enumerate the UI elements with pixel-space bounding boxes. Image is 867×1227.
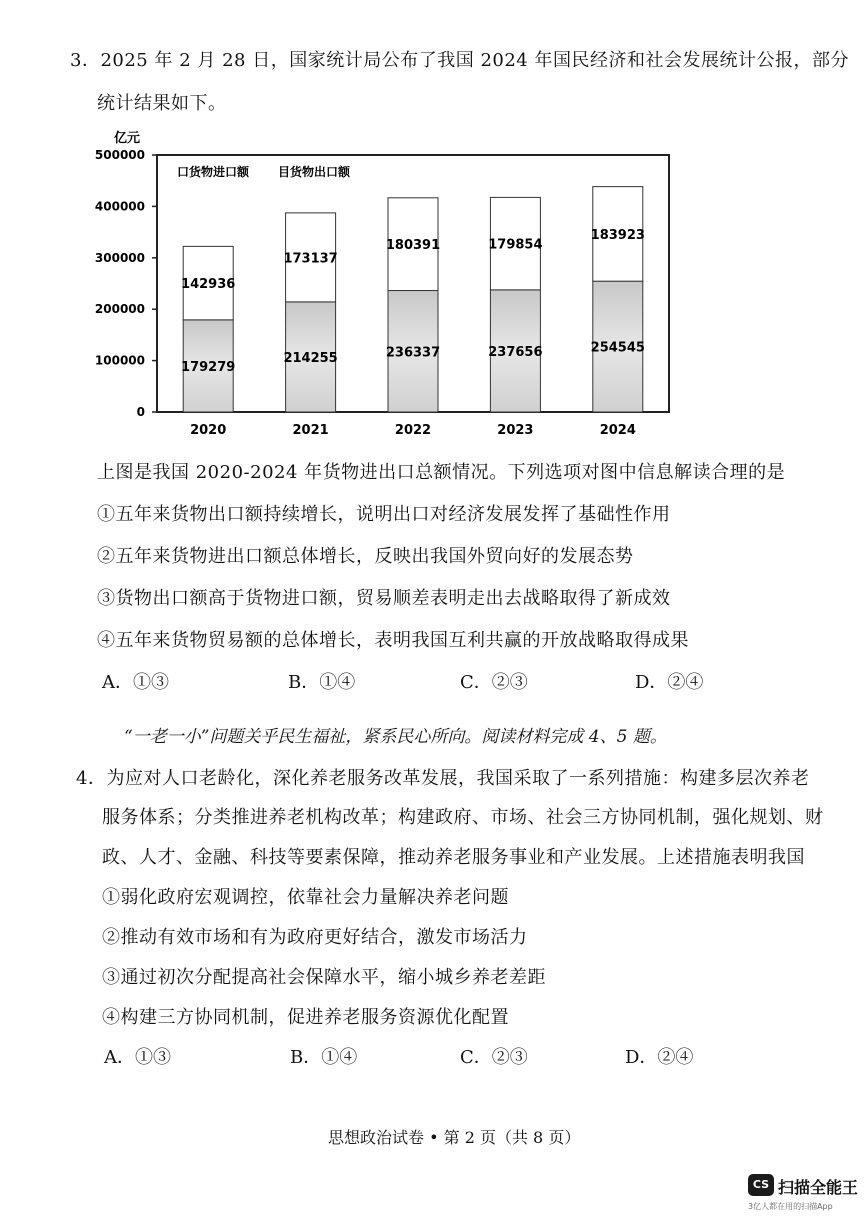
y-tick-label: 100000 (94, 353, 145, 368)
q3-item-4: ④五年来货物贸易额的总体增长，表明我国互利共赢的开放战略取得成果 (97, 630, 689, 651)
scanner-app-name: 扫描全能王 (778, 1178, 859, 1197)
data-label-import: 173137 (283, 251, 338, 267)
x-tick-label: 2024 (599, 423, 636, 438)
q4-item-4: ④构建三方协同机制，促进养老服务资源优化配置 (102, 1007, 509, 1028)
q4-option-b[interactable]: B．①④ (290, 1047, 358, 1068)
scanner-tagline: 3亿人都在用的扫描App (748, 1202, 833, 1211)
q3-option-d[interactable]: D．②④ (635, 672, 704, 693)
q4-stem-line2: 服务体系；分类推进养老机构改革；构建政府、市场、社会三方协同机制，强化规划、财 (102, 807, 824, 828)
data-label-import: 183923 (590, 227, 645, 243)
q4-5-intro: “一老一小”问题关乎民生福祉，紧系民心所向。阅读材料完成 4、5 题。 (124, 727, 667, 747)
data-label-import: 179854 (488, 237, 543, 253)
legend-export: 目货物出口额 (278, 165, 351, 179)
data-label-export: 254545 (590, 340, 645, 356)
data-label-export: 237656 (488, 344, 543, 360)
q4-stem-line1: 4．为应对人口老龄化，深化养老服务改革发展，我国采取了一系列措施：构建多层次养老 (76, 768, 810, 789)
q3-option-c[interactable]: C．②③ (460, 672, 528, 693)
q4-option-c[interactable]: C．②③ (460, 1047, 528, 1068)
scanner-watermark (748, 1174, 858, 1220)
data-label-export: 236337 (385, 345, 441, 361)
y-tick-label: 0 (136, 405, 145, 419)
q3-stem-line2: 统计结果如下。 (97, 93, 227, 114)
q3-option-b[interactable]: B．①④ (288, 672, 356, 693)
scanner-logo-icon: CS (748, 1174, 774, 1196)
y-tick-label: 200000 (94, 302, 145, 317)
q3-question: 上图是我国 2020-2024 年货物进出口总额情况。下列选项对图中信息解读合理的是 (97, 462, 786, 483)
q4-item-2: ②推动有效市场和有为政府更好结合，激发市场活力 (102, 927, 528, 948)
q3-stem-line1: 3．2025 年 2 月 28 日，国家统计局公布了我国 2024 年国民经济和社会发展统计公报，部分 (70, 50, 849, 71)
page-footer: 思想政治试卷 • 第 2 页（共 8 页） (328, 1128, 581, 1147)
q3-option-a[interactable]: A．①③ (102, 672, 169, 693)
q4-option-d[interactable]: D．②④ (625, 1047, 694, 1068)
y-tick-label: 400000 (94, 199, 145, 214)
q3-item-2: ②五年来货物进出口额总体增长，反映出我国外贸向好的发展态势 (97, 546, 634, 567)
q4-item-1: ①弱化政府宏观调控，依靠社会力量解决养老问题 (102, 887, 509, 908)
q4-options (104, 1043, 744, 1067)
q4-stem-line3: 政、人才、金融、科技等要素保障，推动养老服务事业和产业发展。上述措施表明我国 (102, 847, 805, 868)
q3-item-1: ①五年来货物出口额持续增长，说明出口对经济发展发挥了基础性作用 (97, 504, 671, 525)
q4-option-a[interactable]: A．①③ (104, 1047, 171, 1068)
data-label-import: 142936 (181, 277, 236, 293)
data-label-export: 214255 (283, 350, 338, 366)
x-tick-label: 2020 (190, 423, 227, 438)
x-tick-label: 2022 (394, 423, 432, 438)
q3-item-3: ③货物出口额高于货物进口额，贸易顺差表明走出去战略取得了新成效 (97, 588, 671, 609)
legend-import: 口货物进口额 (177, 165, 250, 179)
data-label-export: 179279 (181, 359, 236, 375)
x-tick-label: 2021 (292, 423, 329, 438)
y-tick-label: 300000 (94, 250, 145, 265)
data-label-import: 180391 (385, 238, 441, 254)
q3-options (102, 668, 742, 692)
y-tick-label: 500000 (94, 148, 145, 162)
y-unit-label: 亿元 (114, 131, 141, 146)
trade-chart (94, 130, 680, 449)
chart-legend (177, 164, 351, 179)
x-tick-label: 2023 (497, 423, 534, 438)
q4-item-3: ③通过初次分配提高社会保障水平，缩小城乡养老差距 (102, 967, 546, 988)
